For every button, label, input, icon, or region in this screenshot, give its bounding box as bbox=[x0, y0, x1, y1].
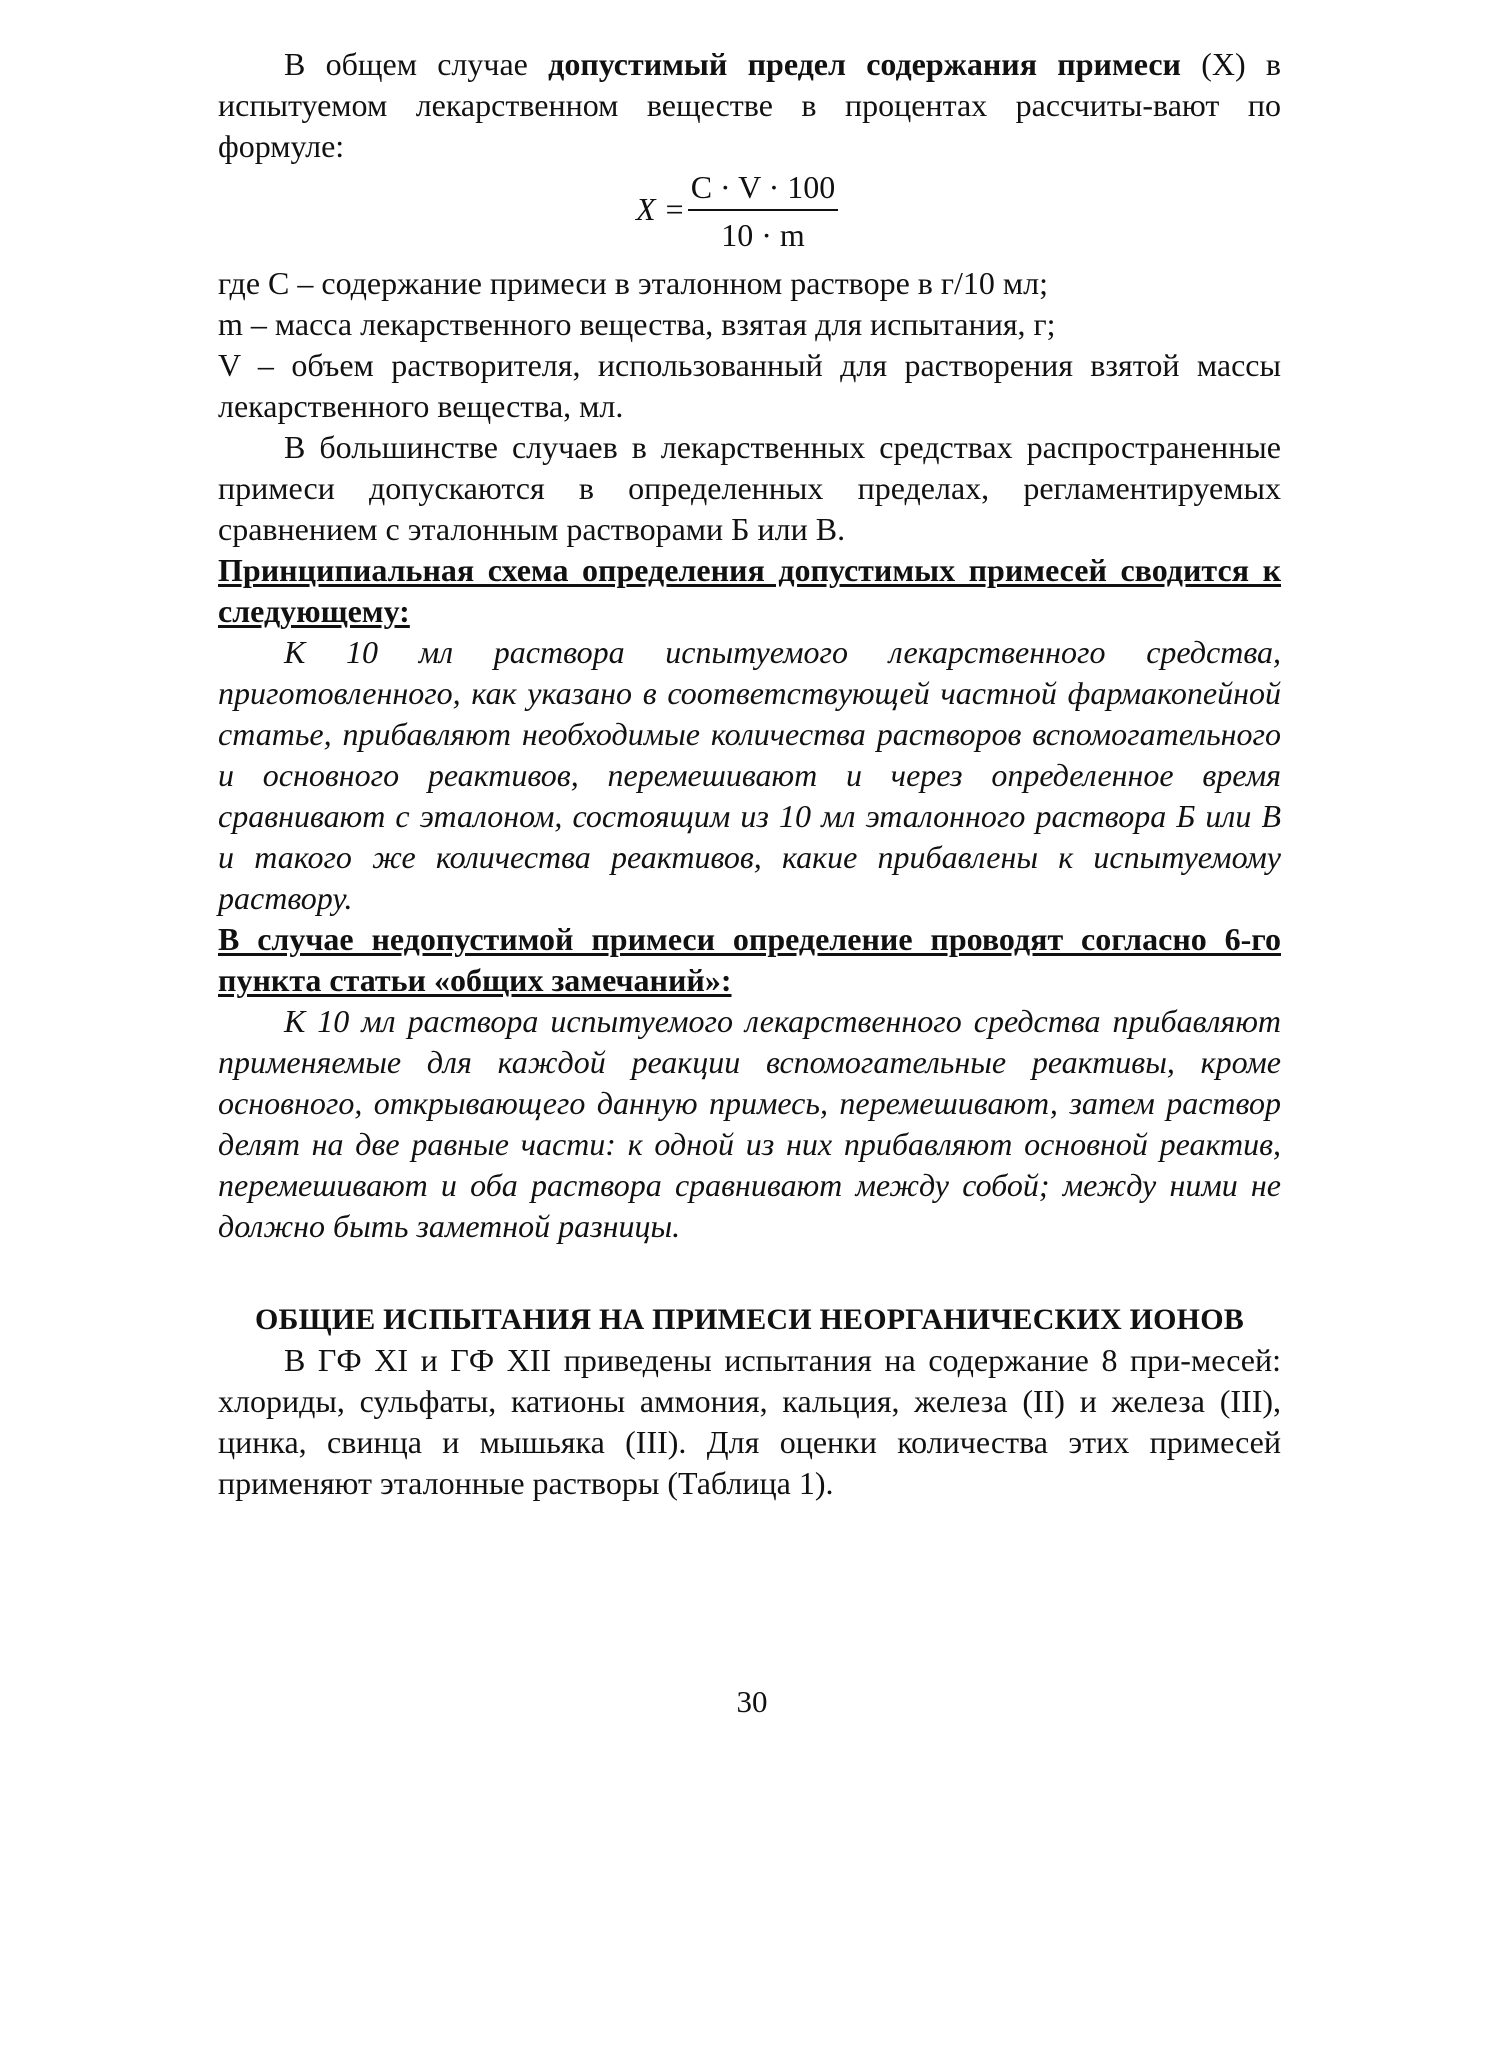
formula-denominator: 10 · m bbox=[721, 217, 805, 253]
heading-impermissible-case: В случае недопустимой примеси определение проводят согласно 6-го пункта статьи «общих замечаний»: bbox=[218, 921, 1281, 998]
fraction-bar bbox=[688, 209, 838, 211]
document-page bbox=[218, 44, 1281, 1504]
formula bbox=[218, 167, 1281, 263]
definition-v: V – объем растворителя, использованный для растворения взятой массы лекарственного вещества, мл. bbox=[218, 347, 1281, 424]
intro-text-start: В общем случае bbox=[284, 46, 549, 82]
paragraph-permissible-procedure: К 10 мл раствора испытуемого лекарственного средства, приготовленного, как указано в соответствующей частной фармакопейной статье, прибавляют необходимые количества растворов вспомогательного и основного реактивов, перемешивают и через определенное время сравнивают с эталоном, состоящим из 10 мл эталонного раствора Б или В и такого же количества реактивов, какие прибавлены к испытуемому раствору. bbox=[218, 634, 1281, 916]
intro-text-end: (X) в испытуемом лекарственном веществе в процентах рассчиты-вают по формуле: bbox=[218, 46, 1282, 164]
page-number: 30 bbox=[736, 1684, 768, 1719]
formula-numerator: C · V · 100 bbox=[690, 169, 836, 205]
paragraph-inorganic-tests: В ГФ XI и ГФ XII приведены испытания на содержание 8 при-месей: хлориды, сульфаты, катионы аммония, кальция, железа (II) и железа (III), цинка, свинца и мышьяка (III). Для оценки количества этих примесей применяют эталонные растворы (Таблица 1). bbox=[218, 1342, 1281, 1501]
paragraph-common-impurities: В большинстве случаев в лекарственных средствах распространенные примеси допускаются в определенных пределах, регламентируемых сравнением с эталонным растворами Б или В. bbox=[218, 429, 1281, 547]
intro-bold-term: допустимый предел содержания примеси bbox=[548, 46, 1181, 82]
definition-m: m – масса лекарственного вещества, взятая для испытания, г; bbox=[218, 306, 1056, 342]
intro-paragraph bbox=[218, 44, 1281, 167]
definition-c: где С – содержание примеси в эталонном растворе в г/10 мл; bbox=[218, 265, 1048, 301]
heading-permissible-scheme: Принципиальная схема определения допустимых примесей сводится к следующему: bbox=[218, 552, 1281, 629]
formula-fraction bbox=[688, 167, 838, 256]
paragraph-impermissible-procedure: К 10 мл раствора испытуемого лекарственного средства прибавляют применяемые для каждой реакции вспомогательные реактивы, кроме основного, открывающего данную примесь, перемешивают, затем раствор делят на две равные части: к одной из них прибавляют основной реактив, перемешивают и оба раствора сравнивают между собой; между ними не должно быть заметной разницы. bbox=[218, 1003, 1281, 1244]
formula-lhs: X = bbox=[636, 191, 686, 227]
section-title: ОБЩИЕ ИСПЫТАНИЯ НА ПРИМЕСИ НЕОРГАНИЧЕСКИХ ИОНОВ bbox=[255, 1303, 1244, 1336]
